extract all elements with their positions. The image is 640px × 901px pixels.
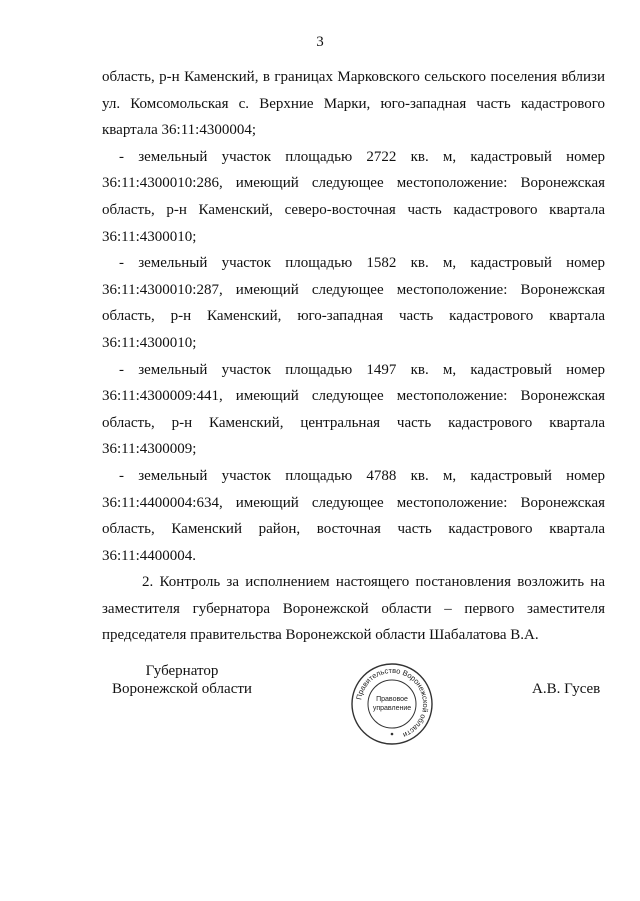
list-item-land-plot: - земельный участок площадью 4788 кв. м, кадастровый номер 36:11:4400004:634, имеющий следующее местоположение: Воронежская область, Каменский район, восточная часть кадастрового квартала 36:11:4400004. bbox=[102, 467, 605, 564]
stamp-ring-text: Правительство Воронежской области bbox=[354, 665, 431, 740]
paragraph-continuation: область, р-н Каменский, в границах Марковского сельского поселения вблизи ул. Комсомольская с. Верхние Марки, юго-западная часть кадастрового квартала 36:11:4300004; bbox=[102, 69, 605, 139]
stamp-dot bbox=[391, 733, 394, 736]
list-item-land-plot: - земельный участок площадью 1582 кв. м, кадастровый номер 36:11:4300010:287, имеющий следующее местоположение: Воронежская область, р-н Каменский, юго-западная часть кадастрового квартала 36:11:4300010; bbox=[102, 255, 605, 351]
signer-position bbox=[102, 662, 262, 698]
page-number: 3 bbox=[316, 34, 324, 50]
paragraph-control-clause: 2. Контроль за исполнением настоящего постановления возложить на заместителя губернатора Воронежской области – первого заместителя председателя правительства Воронежской области Шабалатова В.А. bbox=[102, 574, 605, 644]
stamp-center-line: управление bbox=[372, 705, 412, 712]
signer-position-line: Губернатор bbox=[145, 663, 219, 679]
list-item-land-plot: - земельный участок площадью 2722 кв. м, кадастровый номер 36:11:4300010:286, имеющий следующее местоположение: Воронежская область, р-н Каменский, северо-восточная часть кадастрового квартала 36:11:4300010; bbox=[102, 148, 605, 245]
official-stamp bbox=[350, 662, 434, 746]
stamp-center-line: Правовое bbox=[376, 696, 408, 703]
signer-name: А.В. Гусев bbox=[532, 681, 601, 697]
list-item-land-plot: - земельный участок площадью 1497 кв. м, кадастровый номер 36:11:4300009:441, имеющий следующее местоположение: Воронежская область, р-н Каменский, центральная часть кадастрового квартала 36:11:4300009; bbox=[102, 361, 605, 458]
signer-position-line: Воронежской области bbox=[112, 681, 252, 697]
signature-block bbox=[0, 662, 640, 752]
document-body bbox=[102, 64, 605, 649]
